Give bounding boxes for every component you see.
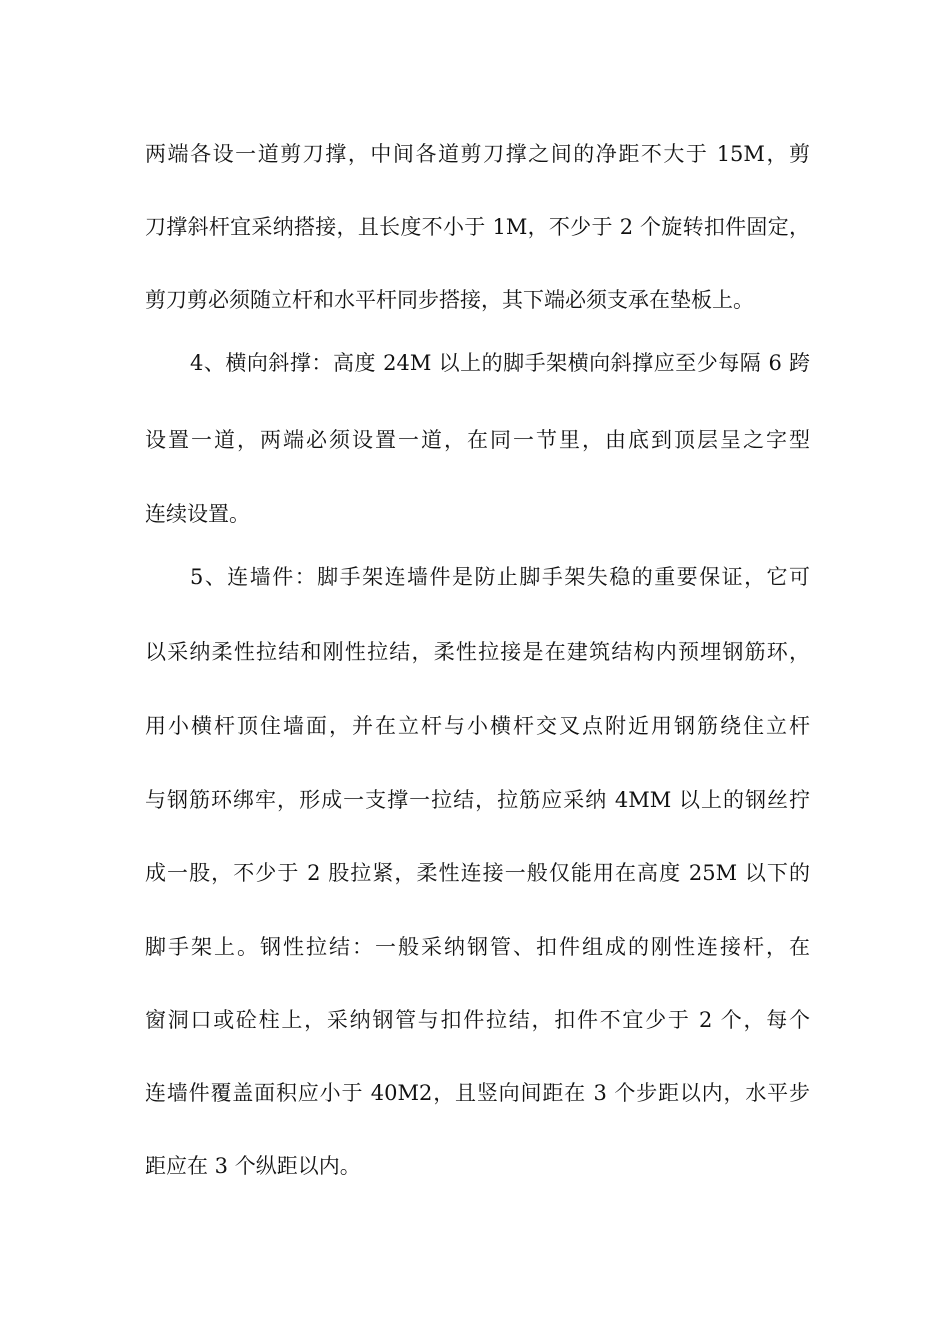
text-line-4: 4、横向斜撑：高度 24M 以上的脚手架横向斜撑应至少每隔 6 跨	[190, 351, 810, 375]
text-line-2: 刀撑斜杆宜采纳搭接，且长度不小于 1M，不少于 2 个旋转扣件固定，	[145, 215, 810, 239]
text-line-13: 窗洞口或砼柱上，采纳钢管与扣件拉结，扣件不宜少于 2 个，每个	[145, 1008, 810, 1032]
text-line-6: 连续设置。	[145, 502, 250, 526]
text-line-9: 用小横杆顶住墙面，并在立杆与小横杆交叉点附近用钢筋绕住立杆	[145, 714, 810, 738]
text-line-3: 剪刀剪必须随立杆和水平杆同步搭接，其下端必须支承在垫板上。	[145, 288, 754, 312]
text-line-7: 5、连墙件：脚手架连墙件是防止脚手架失稳的重要保证，它可	[190, 565, 810, 589]
text-line-1: 两端各设一道剪刀撑，中间各道剪刀撑之间的净距不大于 15M，剪	[145, 142, 810, 166]
text-line-15: 距应在 3 个纵距以内。	[145, 1154, 361, 1178]
text-line-5: 设置一道，两端必须设置一道，在同一节里，由底到顶层呈之字型	[145, 428, 810, 452]
text-line-11: 成一股，不少于 2 股拉紧，柔性连接一般仅能用在高度 25M 以下的	[145, 861, 810, 885]
text-line-8: 以采纳柔性拉结和刚性拉结，柔性拉接是在建筑结构内预埋钢筋环，	[145, 640, 810, 664]
text-line-10: 与钢筋环绑牢，形成一支撑一拉结，拉筋应采纳 4MM 以上的钢丝拧	[145, 788, 810, 812]
text-line-14: 连墙件覆盖面积应小于 40M2，且竖向间距在 3 个步距以内，水平步	[145, 1081, 810, 1105]
text-line-12: 脚手架上。钢性拉结：一般采纳钢管、扣件组成的刚性连接杆，在	[145, 935, 810, 959]
